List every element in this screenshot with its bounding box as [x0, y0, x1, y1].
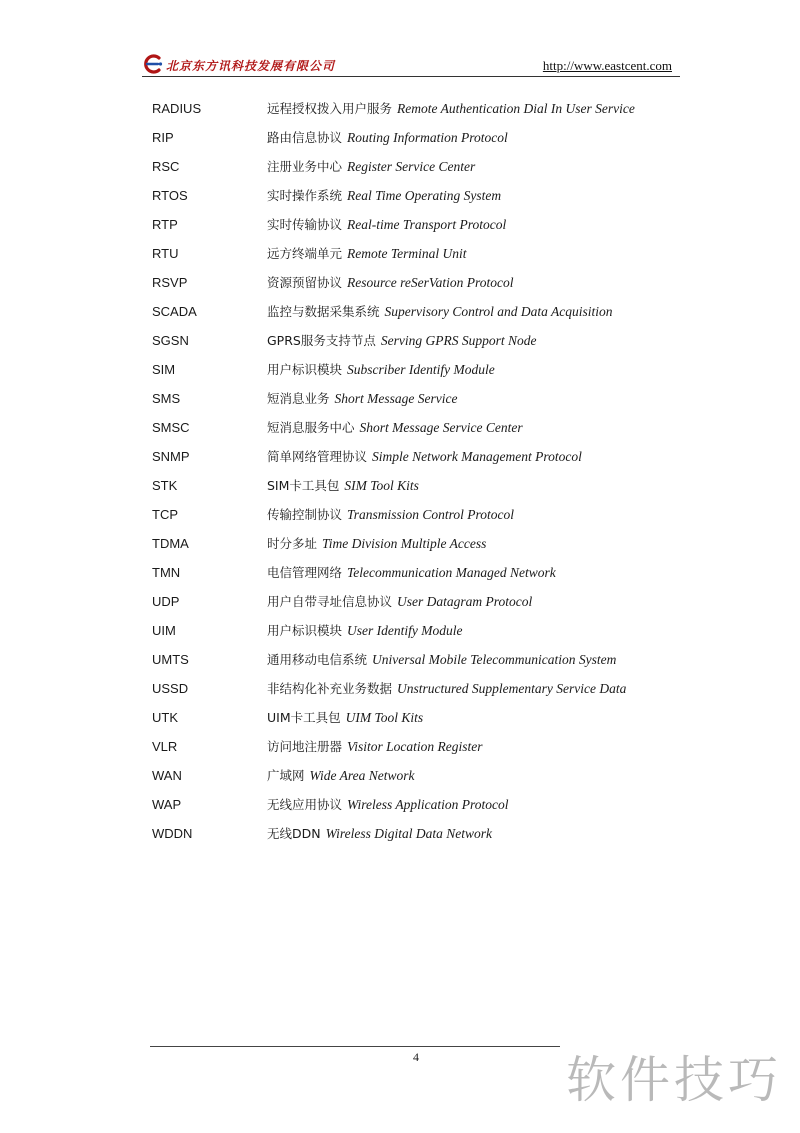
glossary-definition	[267, 587, 532, 616]
glossary-english-term: Unstructured Supplementary Service Data	[397, 681, 627, 696]
glossary-definition	[267, 442, 582, 471]
glossary-english-term: Register Service Center	[347, 159, 476, 174]
glossary-english-term: Remote Terminal Unit	[347, 246, 467, 261]
glossary-definition	[267, 616, 462, 645]
glossary-abbreviation: TDMA	[152, 536, 189, 551]
glossary-chinese-term: 简单网络管理协议	[267, 449, 368, 464]
glossary-abbreviation: RSVP	[152, 275, 188, 290]
glossary-english-term: User Identify Module	[347, 623, 463, 638]
glossary-row	[152, 355, 712, 384]
glossary-abbreviation: WAP	[152, 797, 182, 812]
glossary-chinese-term: 通用移动电信系统	[267, 652, 368, 667]
glossary-english-term: Real-time Transport Protocol	[347, 217, 507, 232]
glossary-row	[152, 152, 712, 181]
glossary-abbreviation: UDP	[152, 594, 180, 609]
glossary-abbreviation: UMTS	[152, 652, 189, 667]
glossary-row	[152, 645, 712, 674]
glossary-row	[152, 123, 712, 152]
glossary-definition	[267, 384, 457, 413]
glossary-chinese-term: 用户自带寻址信息协议	[267, 594, 393, 609]
glossary-definition	[267, 210, 506, 239]
glossary-abbreviation: UIM	[152, 623, 176, 638]
glossary-row	[152, 181, 712, 210]
page-number: 4	[413, 1050, 419, 1064]
glossary-row	[152, 210, 712, 239]
glossary-definition	[267, 645, 616, 674]
glossary-definition	[267, 152, 475, 181]
glossary-english-term: Real Time Operating System	[347, 188, 502, 203]
glossary-list	[152, 94, 712, 848]
glossary-definition	[267, 674, 626, 703]
glossary-abbreviation: UTK	[152, 710, 178, 725]
glossary-definition	[267, 500, 514, 529]
glossary-definition	[267, 268, 513, 297]
glossary-row	[152, 94, 712, 123]
glossary-chinese-term: 短消息业务	[267, 391, 330, 406]
glossary-chinese-term: UIM卡工具包	[267, 710, 341, 725]
page-header	[142, 52, 682, 78]
glossary-row	[152, 529, 712, 558]
glossary-english-term: Serving GPRS Support Node	[380, 333, 537, 348]
glossary-english-term: Resource reSerVation Protocol	[347, 275, 514, 290]
footer-divider	[150, 1046, 560, 1047]
glossary-chinese-term: 广域网	[267, 768, 305, 783]
glossary-definition	[267, 413, 523, 442]
glossary-english-term: User Datagram Protocol	[397, 594, 533, 609]
glossary-abbreviation: RIP	[152, 130, 174, 145]
glossary-row	[152, 239, 712, 268]
glossary-row	[152, 674, 712, 703]
glossary-abbreviation: RTU	[152, 246, 179, 261]
glossary-abbreviation: SGSN	[152, 333, 189, 348]
glossary-chinese-term: 资源预留协议	[267, 275, 343, 290]
glossary-row	[152, 819, 712, 848]
glossary-abbreviation: RADIUS	[152, 101, 202, 116]
glossary-english-term: SIM Tool Kits	[344, 478, 419, 493]
glossary-definition	[267, 761, 415, 790]
glossary-chinese-term: 注册业务中心	[267, 159, 343, 174]
glossary-definition	[267, 558, 556, 587]
glossary-chinese-term: 传输控制协议	[267, 507, 343, 522]
glossary-row	[152, 384, 712, 413]
glossary-abbreviation: SMSC	[152, 420, 190, 435]
glossary-abbreviation: WAN	[152, 768, 182, 783]
glossary-chinese-term: 无线应用协议	[267, 797, 343, 812]
glossary-abbreviation: USSD	[152, 681, 189, 696]
glossary-chinese-term: 短消息服务中心	[267, 420, 355, 435]
glossary-english-term: Wide Area Network	[309, 768, 415, 783]
glossary-chinese-term: SIM卡工具包	[267, 478, 340, 493]
glossary-definition	[267, 732, 483, 761]
glossary-chinese-term: 用户标识模块	[267, 623, 343, 638]
glossary-english-term: Remote Authentication Dial In User Service	[397, 101, 635, 116]
glossary-row	[152, 616, 712, 645]
glossary-row	[152, 268, 712, 297]
header-divider	[142, 76, 680, 77]
glossary-row	[152, 587, 712, 616]
glossary-english-term: Routing Information Protocol	[347, 130, 508, 145]
glossary-definition	[267, 355, 495, 384]
glossary-english-term: Short Message Service	[334, 391, 458, 406]
glossary-chinese-term: 实时传输协议	[267, 217, 343, 232]
watermark: 软件技巧	[566, 1051, 782, 1109]
glossary-row	[152, 703, 712, 732]
glossary-definition	[267, 239, 467, 268]
glossary-abbreviation: TCP	[152, 507, 178, 522]
glossary-chinese-term: 远方终端单元	[267, 246, 343, 261]
glossary-chinese-term: 无线DDN	[267, 826, 321, 841]
glossary-english-term: Supervisory Control and Data Acquisition	[384, 304, 613, 319]
glossary-english-term: Visitor Location Register	[347, 739, 483, 754]
glossary-row	[152, 732, 712, 761]
glossary-row	[152, 297, 712, 326]
glossary-row	[152, 761, 712, 790]
glossary-abbreviation: RSC	[152, 159, 180, 174]
glossary-abbreviation: SCADA	[152, 304, 197, 319]
glossary-english-term: Wireless Digital Data Network	[325, 826, 492, 841]
glossary-chinese-term: 非结构化补充业务数据	[267, 681, 393, 696]
glossary-chinese-term: 用户标识模块	[267, 362, 343, 377]
glossary-definition	[267, 297, 613, 326]
glossary-abbreviation: TMN	[152, 565, 181, 580]
glossary-definition	[267, 94, 635, 123]
glossary-chinese-term: 监控与数据采集系统	[267, 304, 380, 319]
glossary-english-term: Universal Mobile Telecommunication System	[372, 652, 617, 667]
glossary-definition	[267, 790, 509, 819]
glossary-definition	[267, 819, 492, 848]
glossary-english-term: Short Message Service Center	[359, 420, 523, 435]
glossary-abbreviation: STK	[152, 478, 178, 493]
glossary-english-term: Transmission Control Protocol	[347, 507, 515, 522]
header-url-link[interactable]: http://www.eastcent.com	[542, 58, 672, 73]
glossary-english-term: Time Division Multiple Access	[322, 536, 487, 551]
glossary-english-term: Simple Network Management Protocol	[372, 449, 582, 464]
glossary-chinese-term: GPRS服务支持节点	[267, 333, 376, 348]
glossary-definition	[267, 703, 423, 732]
glossary-english-term: Telecommunication Managed Network	[347, 565, 556, 580]
company-name: 北京东方讯科技发展有限公司	[166, 59, 336, 73]
glossary-chinese-term: 电信管理网络	[267, 565, 343, 580]
company-logo-icon	[142, 54, 164, 74]
glossary-row	[152, 500, 712, 529]
glossary-abbreviation: RTP	[152, 217, 178, 232]
glossary-chinese-term: 远程授权拨入用户服务	[267, 101, 393, 116]
glossary-english-term: UIM Tool Kits	[345, 710, 424, 725]
glossary-chinese-term: 实时操作系统	[267, 188, 343, 203]
glossary-abbreviation: RTOS	[152, 188, 188, 203]
glossary-abbreviation: VLR	[152, 739, 178, 754]
glossary-chinese-term: 访问地注册器	[267, 739, 343, 754]
glossary-definition	[267, 123, 508, 152]
glossary-abbreviation: SMS	[152, 391, 181, 406]
glossary-row	[152, 471, 712, 500]
glossary-abbreviation: SIM	[152, 362, 176, 377]
glossary-definition	[267, 326, 536, 355]
glossary-chinese-term: 时分多址	[267, 536, 318, 551]
glossary-abbreviation: WDDN	[152, 826, 193, 841]
glossary-definition	[267, 471, 419, 500]
glossary-definition	[267, 529, 486, 558]
glossary-chinese-term: 路由信息协议	[267, 130, 343, 145]
glossary-row	[152, 558, 712, 587]
glossary-row	[152, 790, 712, 819]
glossary-row	[152, 326, 712, 355]
glossary-row	[152, 442, 712, 471]
glossary-definition	[267, 181, 501, 210]
glossary-english-term: Wireless Application Protocol	[347, 797, 509, 812]
glossary-english-term: Subscriber Identify Module	[347, 362, 495, 377]
glossary-row	[152, 413, 712, 442]
glossary-abbreviation: SNMP	[152, 449, 190, 464]
